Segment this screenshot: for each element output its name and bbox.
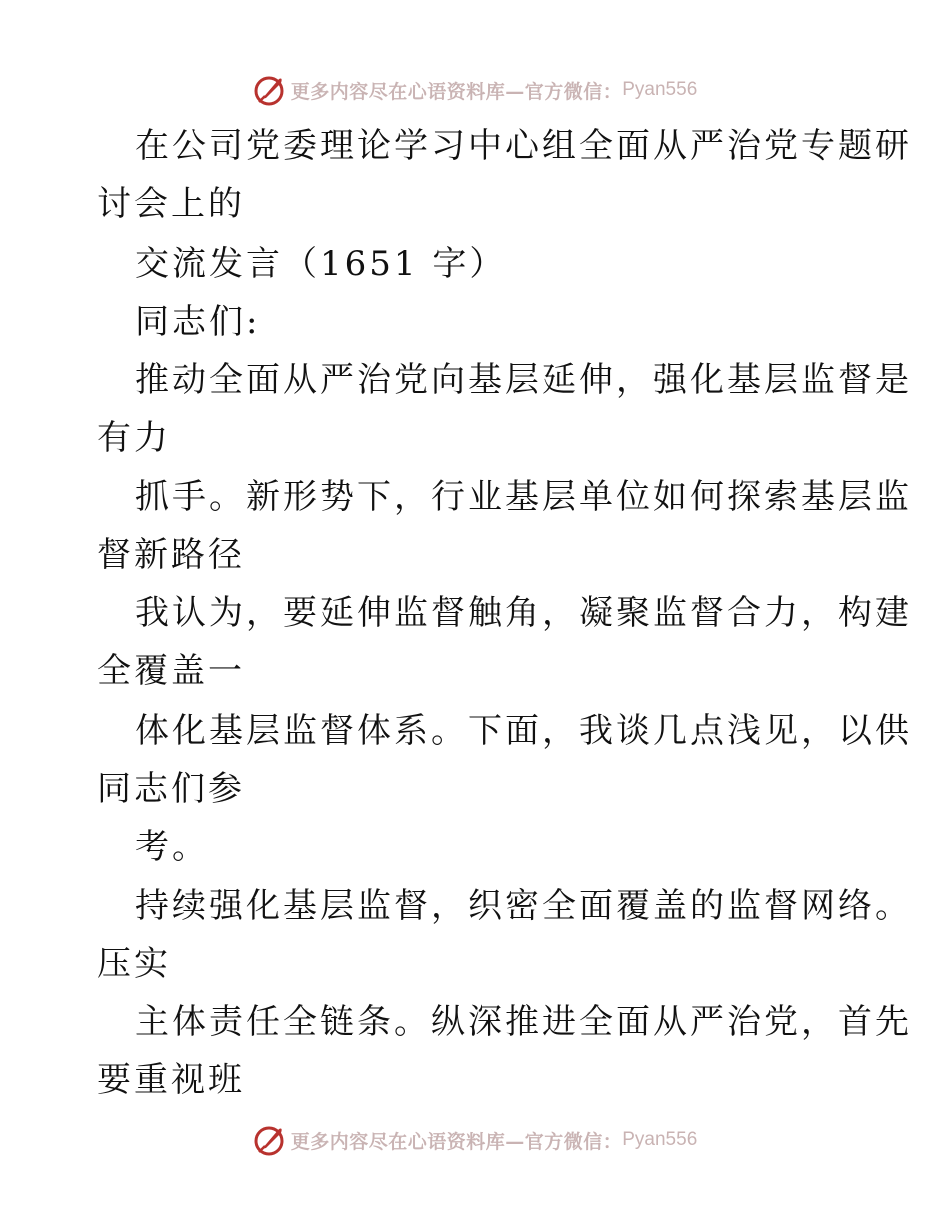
banner-wechat-id: Pyan556 [622,79,698,100]
text-line: 主体责任全链条。纵深推进全面从严治党，首先 [135,1002,912,1042]
footer-banner [0,1120,950,1160]
banner-text: 更多内容尽在心语资料库—官方微信： [290,1130,623,1153]
text-line: 要重视班 [97,1060,245,1100]
text-line: 考。 [135,827,209,867]
banner-wechat-id: Pyan556 [622,1129,698,1150]
text-line: 督新路径 [97,535,245,575]
text-line: 体化基层监督体系。下面，我谈几点浅见，以供 [135,711,912,751]
text-line: 同志们参 [97,769,245,809]
banner-text: 更多内容尽在心语资料库—官方微信： [290,80,623,103]
header-banner [0,70,950,110]
text-line: 同志们: [135,302,261,342]
text-line: 推动全面从严治党向基层延伸，强化基层监督是 [135,360,912,400]
text-line: 我认为，要延伸监督触角，凝聚监督合力，构建 [135,593,912,633]
text-line: 压实 [97,944,171,984]
text-line: 持续强化基层监督，织密全面覆盖的监督网络。 [135,886,912,926]
text-line: 全覆盖一 [97,651,245,691]
feather-logo-icon [253,1123,287,1157]
text-line: 抓手。新形势下，行业基层单位如何探索基层监 [135,477,912,517]
text-line: 讨会上的 [97,184,245,224]
text-line: 在公司党委理论学习中心组全面从严治党专题研 [135,126,912,166]
text-line: 有力 [97,418,171,458]
feather-logo-icon [253,73,287,107]
text-line: 交流发言（1651 字） [135,244,507,284]
